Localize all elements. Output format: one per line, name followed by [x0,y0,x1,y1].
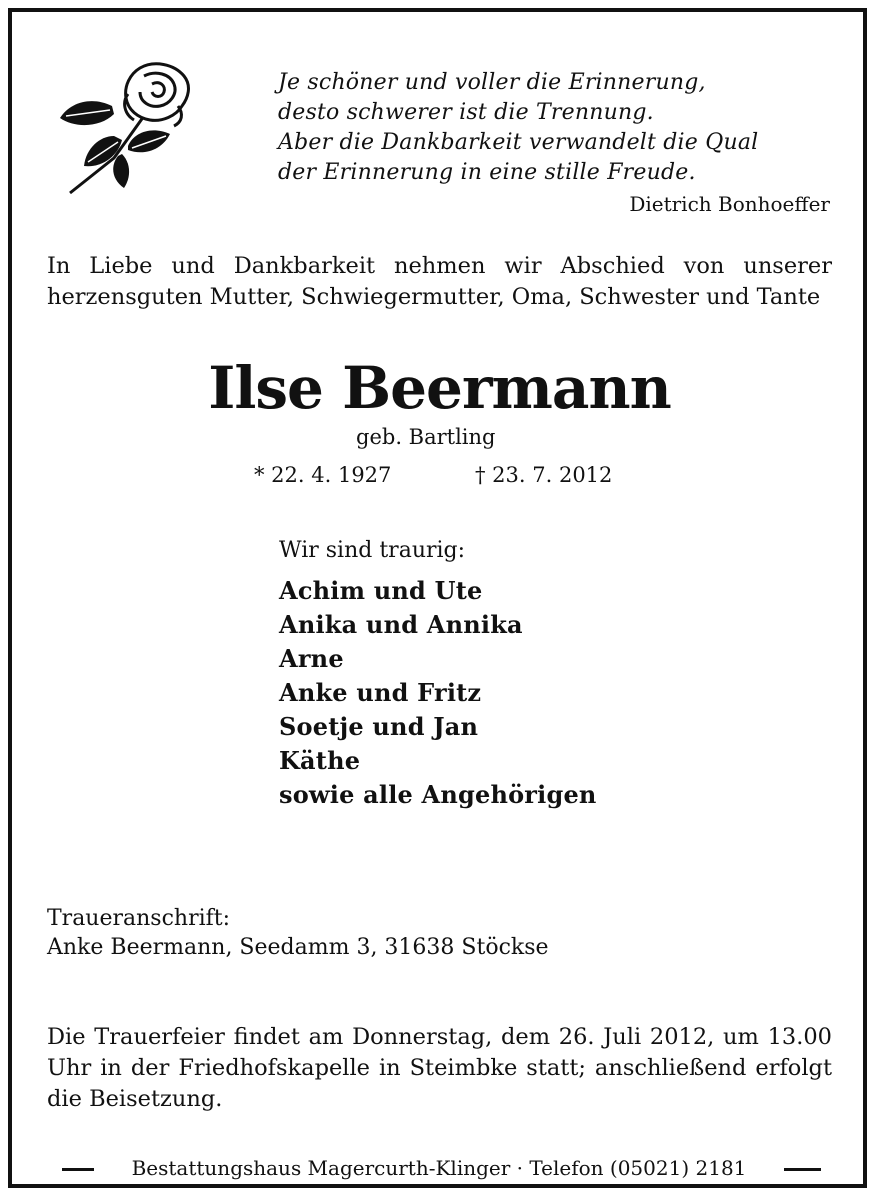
death-date: † 23. 7. 2012 [475,463,613,487]
mourners-label: Wir sind traurig: [279,538,466,563]
quote-line: Je schöner und voller die Erinnerung, [278,70,706,95]
mourner-name: Soetje und Jan [279,712,479,741]
mourner-name: Achim und Ute [279,576,483,605]
intro-text: In Liebe und Dankbarkeit nehmen wir Abschied von unserer herzensguten Mutter, Schwiegermutter, Oma, Schwester und Tante [47,253,832,310]
quote [278,68,838,188]
address-label: Traueranschrift: [47,906,231,931]
service-info: Die Trauerfeier findet am Donnerstag, dem 26. Juli 2012, um 13.00 Uhr in der Friedhofskapelle in Steimbke statt; anschließend erfolgt die Beisetzung. [47,1024,832,1112]
mourner-name: Arne [279,644,344,673]
rose-icon [52,58,192,198]
address-value: Anke Beermann, Seedamm 3, 31638 Stöckse [47,935,549,960]
mourner-name: Käthe [279,746,361,775]
birth-date: * 22. 4. 1927 [254,463,392,487]
quote-line: der Erinnerung in eine stille Freude. [278,160,696,185]
mourner-name: Anika und Annika [279,610,523,639]
quote-author: Dietrich Bonhoeffer [629,192,830,216]
mourner-name: Anke und Fritz [279,678,482,707]
quote-line: desto schwerer ist die Trennung. [278,100,654,125]
mourners-list [279,574,597,812]
funeral-home-footer: Bestattungshaus Magercurth-Klinger · Telefon (05021) 2181 [94,1155,784,1181]
maiden-name: geb. Bartling [356,425,496,449]
mourner-name: sowie alle Angehörigen [279,780,597,809]
quote-line: Aber die Dankbarkeit verwandelt die Qual [278,130,759,155]
deceased-name: Ilse Beermann [208,354,671,422]
